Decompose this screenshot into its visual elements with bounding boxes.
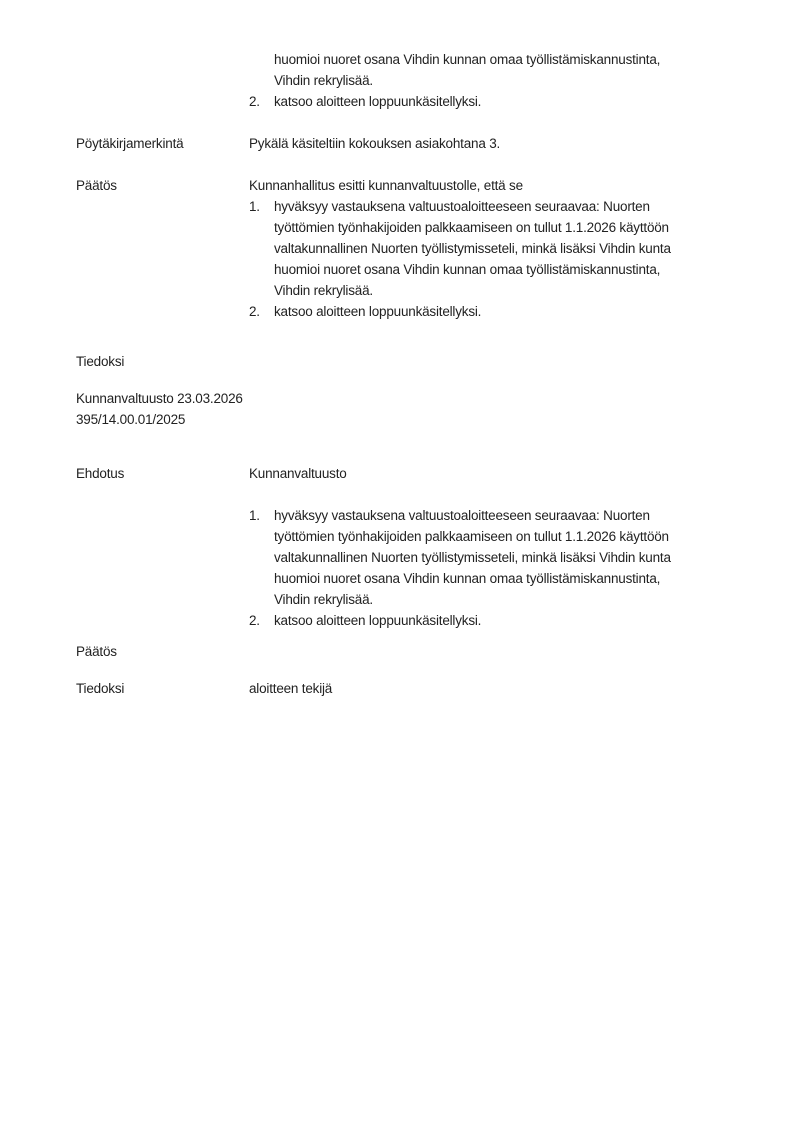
- section-label-tiedoksi: Tiedoksi: [76, 354, 125, 369]
- content-column: [249, 678, 734, 699]
- list-item-text: [274, 196, 671, 301]
- text-line: Vihdin rekrylisää.: [274, 283, 373, 298]
- list-item-continued: [249, 49, 734, 91]
- section-label-poytakirjamerkinta: Pöytäkirjamerkintä: [76, 136, 184, 151]
- section-label-paatos: Päätös: [76, 178, 117, 193]
- list-item-text: [274, 610, 481, 631]
- section-ehdotus: [76, 463, 734, 631]
- meeting-reference: Kunnanvaltuusto 23.03.2026: [76, 391, 243, 406]
- section-label-ehdotus: Ehdotus: [76, 466, 125, 481]
- list-item-number: 1.: [249, 508, 260, 523]
- section-paatos-kunnanvaltuusto: [76, 641, 734, 662]
- list-item-number: 1.: [249, 199, 260, 214]
- text-line: huomioi nuoret osana Vihdin kunnan omaa työllistämiskannustinta,: [274, 262, 661, 277]
- section-poytakirjamerkinta: [76, 133, 734, 154]
- section-label-tiedoksi: Tiedoksi: [76, 681, 125, 696]
- text-line: hyväksyy vastauksena valtuustoaloitteeseen seuraavaa: Nuorten: [274, 199, 650, 214]
- list-item-number: 2.: [249, 613, 260, 628]
- list-item: [249, 91, 734, 112]
- text-line: Vihdin rekrylisää.: [274, 592, 373, 607]
- content-column: [249, 463, 734, 631]
- section-meeting-reference: [76, 388, 734, 430]
- list-item-text: [274, 49, 660, 91]
- list-item: [249, 301, 734, 322]
- list-item-text: [274, 301, 481, 322]
- list-item: [249, 196, 734, 301]
- decision-intro: Kunnanhallitus esitti kunnanvaltuustolle, että se: [249, 178, 523, 193]
- text-line: työttömien työnhakijoiden palkkaamiseen on tullut 1.1.2026 käyttöön: [274, 220, 669, 235]
- content-column: [249, 175, 734, 322]
- list-item: [249, 505, 734, 610]
- text-line: katsoo aloitteen loppuunkäsitellyksi.: [274, 94, 482, 109]
- section-list-continuation: [76, 49, 734, 112]
- list-item-number: 2.: [249, 304, 260, 319]
- proposal-list: [249, 505, 734, 631]
- section-tiedoksi-1: [76, 351, 734, 372]
- text-line: valtakunnallinen Nuorten työllistymisseteli, minkä lisäksi Vihdin kunta: [274, 241, 671, 256]
- text-line: huomioi nuoret osana Vihdin kunnan omaa työllistämiskannustinta,: [274, 571, 661, 586]
- content-column: [249, 49, 734, 112]
- case-number: 395/14.00.01/2025: [76, 412, 186, 427]
- list-item-text: [274, 91, 481, 112]
- text-line: aloitteen tekijä: [249, 681, 333, 696]
- text-line: Vihdin rekrylisää.: [274, 73, 373, 88]
- list-item: [249, 610, 734, 631]
- text-line: hyväksyy vastauksena valtuustoaloitteeseen seuraavaa: Nuorten: [274, 508, 650, 523]
- list-item-number: 2.: [249, 94, 260, 109]
- section-tiedoksi-2: [76, 678, 734, 699]
- text-line: valtakunnallinen Nuorten työllistymisseteli, minkä lisäksi Vihdin kunta: [274, 550, 671, 565]
- text-line: Pykälä käsiteltiin kokouksen asiakohtana 3.: [249, 136, 501, 151]
- text-line: katsoo aloitteen loppuunkäsitellyksi.: [274, 613, 482, 628]
- text-line: katsoo aloitteen loppuunkäsitellyksi.: [274, 304, 482, 319]
- content-column: [249, 133, 734, 154]
- text-line: huomioi nuoret osana Vihdin kunnan omaa työllistämiskannustinta,: [274, 52, 661, 67]
- proposal-intro: Kunnanvaltuusto: [249, 466, 347, 481]
- list-item-text: [274, 505, 671, 610]
- section-paatos-kunnanhallitus: [76, 175, 734, 322]
- section-label-paatos: Päätös: [76, 644, 117, 659]
- text-line: työttömien työnhakijoiden palkkaamiseen on tullut 1.1.2026 käyttöön: [274, 529, 669, 544]
